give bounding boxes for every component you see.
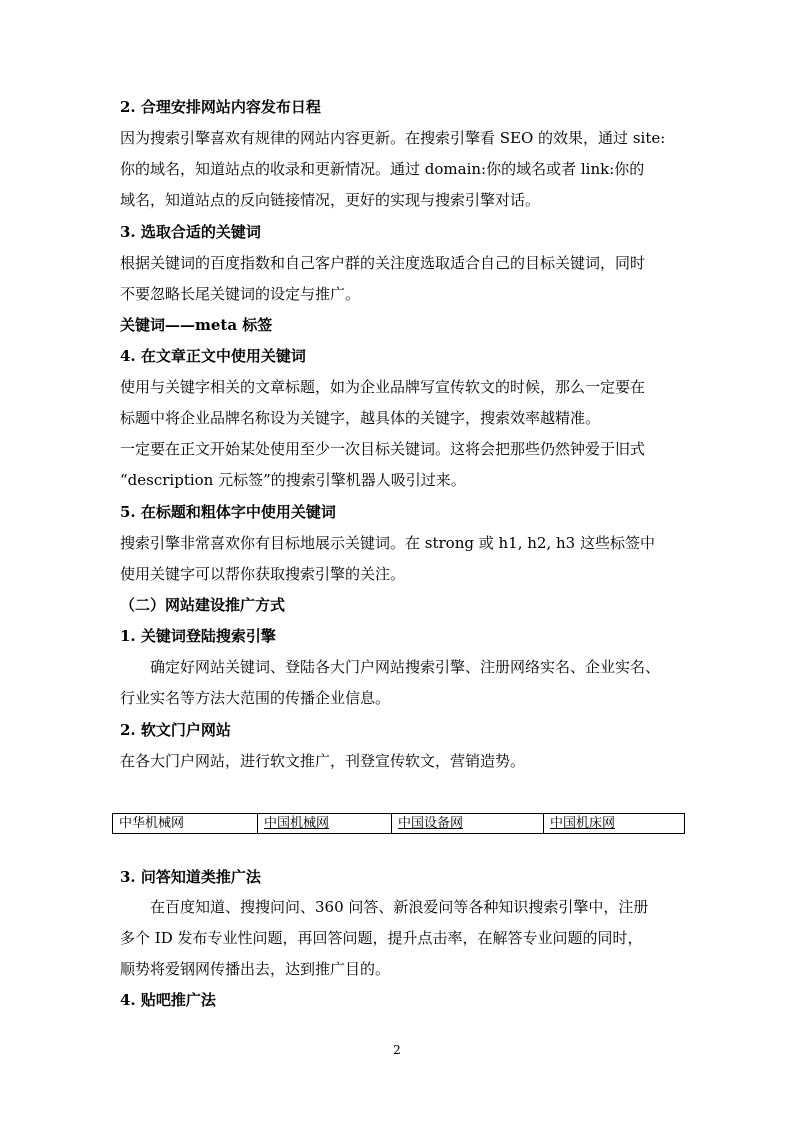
heading-5: 5. 在标题和粗体字中使用关键词 [120,503,336,521]
paragraph-line: 在各大门户网站，进行软文推广，刊登宣传软文，营销造势。 [120,752,526,770]
paragraph-line: 行业实名等方法大范围的传播企业信息。 [120,689,391,707]
paragraph-line: 在百度知道、搜搜问问、360 问答、新浪爱问等各种知识搜索引擎中，注册 [150,898,649,916]
site-link[interactable]: 中国设备网 [398,816,464,831]
paragraph-line: 搜索引擎非常喜欢你有目标地展示关键词。在 strong 或 h1, h2, h3 这些标签中 [120,534,655,552]
paragraph-line: 一定要在正文开始某处使用至少一次目标关键词。这将会把那些仍然钟爱于旧式 [120,440,646,458]
table-cell[interactable] [544,814,685,834]
paragraph-line: 域名，知道站点的反向链接情况，更好的实现与搜索引擎对话。 [120,191,541,209]
paragraph-line: 你的域名，知道站点的收录和更新情况。通过 domain:你的域名或者 link:你的 [120,160,645,178]
paragraph-line: 因为搜索引擎喜欢有规律的网站内容更新。在搜索引擎看 SEO 的效果，通过 site: [120,129,666,147]
table-cell[interactable] [258,814,392,834]
paragraph-line: 使用关键字可以帮你获取搜索引擎的关注。 [120,565,406,583]
paragraph-line: 使用与关键字相关的文章标题，如为企业品牌写宣传软文的时候，那么一定要在 [120,378,646,396]
site-link[interactable]: 中国机械网 [264,816,330,831]
paragraph-line: “description 元标签”的搜索引擎机器人吸引过来。 [120,471,466,489]
heading-4: 4. 在文章正文中使用关键词 [120,347,306,365]
method-2-heading: 2. 软文门户网站 [120,721,231,739]
portal-sites-table [112,813,685,834]
cell-text: 中华机械网 [119,816,185,831]
page-number: 2 [393,1043,401,1057]
heading-2: 2. 合理安排网站内容发布日程 [120,98,321,116]
paragraph-line: 顺势将爱钢网传播出去，达到推广目的。 [120,960,391,978]
paragraph-line: 标题中将企业品牌名称设为关键字，越具体的关键字，搜索效率越精准。 [120,409,601,427]
method-4-heading: 4. 贴吧推广法 [120,991,216,1009]
method-3-heading: 3. 问答知道类推广法 [120,868,261,886]
method-1-heading: 1. 关键词登陆搜索引擎 [120,627,276,645]
table-row [113,814,685,834]
table-cell[interactable] [392,814,544,834]
paragraph-line: 根据关键词的百度指数和自己客户群的关注度选取适合自己的目标关键词，同时 [120,254,646,272]
paragraph-line: 确定好网站关键词、登陆各大门户网站搜索引擎、注册网络实名、企业实名、 [150,658,661,676]
paragraph-line: 不要忽略长尾关键词的设定与推广。 [120,285,361,303]
paragraph-line: 多个 ID 发布专业性问题，再回答问题，提升点击率，在解答专业问题的同时， [120,929,643,947]
subsection-title: （二）网站建设推广方式 [120,596,286,614]
site-link[interactable]: 中国机床网 [550,816,616,831]
meta-heading: 关键词——meta 标签 [120,316,273,334]
table-cell [113,814,258,834]
heading-3: 3. 选取合适的关键词 [120,223,261,241]
